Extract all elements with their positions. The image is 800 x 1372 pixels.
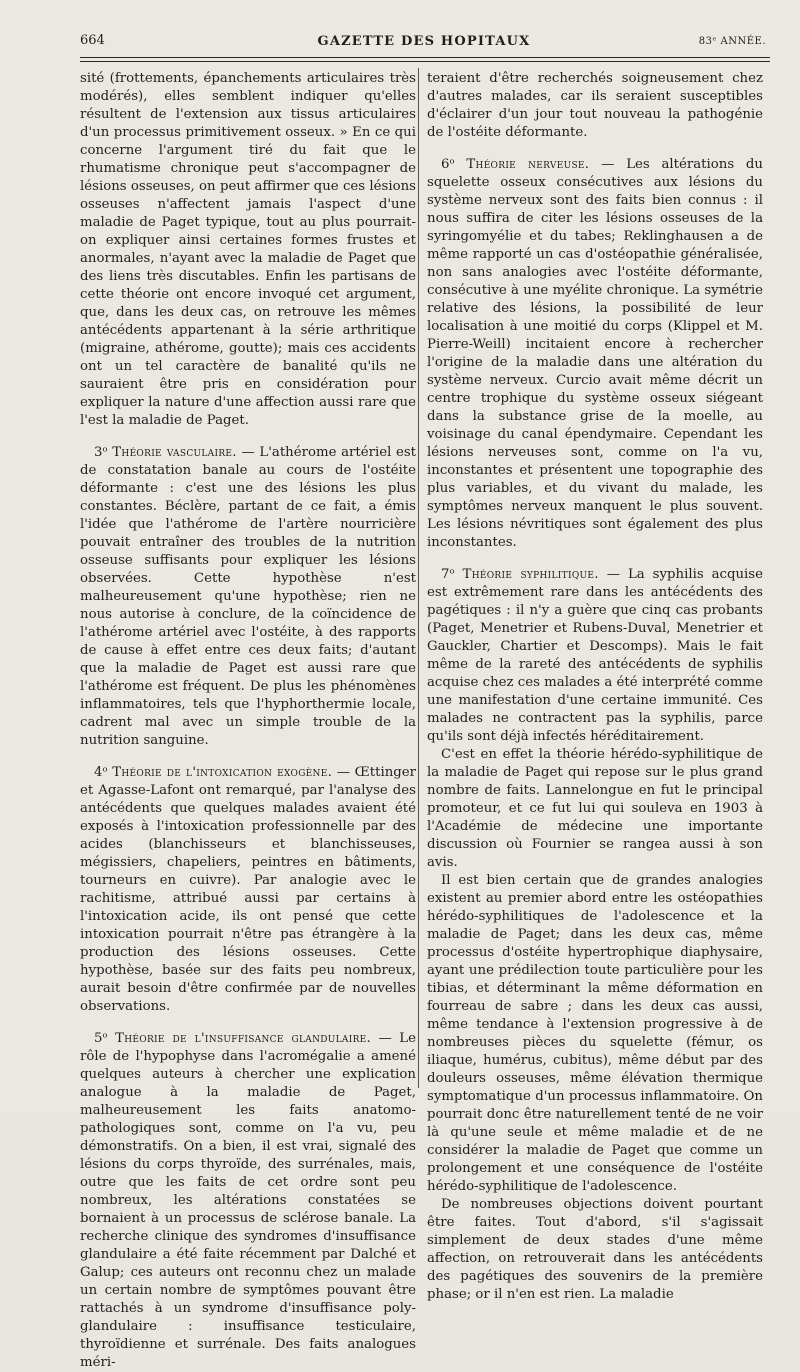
paragraph <box>427 746 763 872</box>
paragraph-text: De nombreuses objections doivent pourtant être faites. Tout d'abord, s'il s'agissait simplement de deux stades d'une même affection, on retrouverait dans les antécédents des pagétiques des souvenirs de la première phase; or il n'en est rien. La maladie <box>427 1197 763 1302</box>
paragraph-text: teraient d'être recherchés soigneusement chez d'autres malades, car ils seraient susceptibles d'éclairer d'un jour tout nouveau la pathogénie de l'ostéite déformante. <box>427 71 763 140</box>
section-number: 6ᵒ <box>441 157 455 172</box>
section-heading: Théorie de l'insuffisance glandulaire. <box>115 1031 372 1046</box>
header-rule-thin <box>80 61 770 62</box>
paragraph <box>80 1030 416 1372</box>
paragraph-text: Il est bien certain que de grandes analogies existent au premier abord entre les ostéopathies hérédo-syphilitiques de l'adolescence et la maladie de Paget; dans les deux cas, même processus d'ostéite hypertrophique diaphysaire, ayant une prédilection toute particulière pour les tibias, et déterminant la même déformation en fourreau de sabre ; dans les deux cas aussi, même tendance à l'extension progressive à de nombreuses pièces du squelette (fémur, os iliaque, humérus, cubitus), même début par des douleurs osseuses, même élévation thermique symptomatique d'un processus inflammatoire. On pourrait donc être naturellement tenté de ne voir là qu'une seule et même maladie et de ne considérer la maladie de Paget que comme un prolongement et une conséquence de l'ostéite hérédo-syphilitique de l'adolescence. <box>427 873 763 1194</box>
paragraph <box>427 566 763 746</box>
paragraph-text: — L'athérome artériel est de constatation banale au cours de l'ostéite déformante : c'est une des lésions les plus constantes. Béclère, partant de ce fait, a émis l'idée que l'athérome de l'artère nourricière pouvait entraîner des troubles de la nutrition osseuse suffisants pour expliquer les lésions observées. Cette hypothèse n'est malheureusement qu'une hypothèse; rien ne nous autorise à conclure, de la coïncidence de l'athérome artériel avec l'ostéite, à des rapports de cause à effet entre ces deux faits; d'autant que la maladie de Paget est aussi rare que l'athérome est fréquent. De plus les phénomènes inflammatoires, tels que l'hyphorthermie locale, cadrent mal avec un simple trouble de la nutrition sanguine. <box>80 445 417 748</box>
section-number: 4ᵒ <box>94 765 108 780</box>
paragraph <box>427 1196 763 1304</box>
paragraph-text: — Le rôle de l'hypophyse dans l'acromégalie a amené quelques auteurs à chercher une explication analogue à la maladie de Paget, malheureusement les faits anatomo-pathologiques sont, comme on l'a vu, peu démonstratifs. On a bien, il est vrai, signalé des lésions du corps thyroïde, des surrénales, mais, outre que les faits de cet ordre sont peu nombreux, les altérations constatées se bornaient à un processus de sclérose banale. La recherche clinique des syndromes d'insuffisance glandulaire a été faite récemment par Dalché et Galup; ces auteurs ont reconnu chez un malade un certain nombre de symptômes pouvant être rattachés à un syndrome d'insuffisance poly-glandulaire : insuffisance testiculaire, thyroïdienne et surrénale. Des faits analogues méri- <box>80 1031 417 1370</box>
running-header <box>78 30 770 50</box>
section-number: 5ᵒ <box>94 1031 108 1046</box>
left-column <box>80 70 417 1370</box>
column-separator <box>418 68 419 1088</box>
right-column <box>427 70 763 1302</box>
paragraph <box>80 70 416 430</box>
section-heading: Théorie syphilitique. <box>462 567 599 582</box>
journal-title: GAZETTE DES HOPITAUX <box>317 34 531 49</box>
year-label: 83ᵉ ANNÉE. <box>698 36 766 47</box>
paragraph <box>427 70 763 142</box>
section-heading: Théorie vasculaire. <box>112 445 237 460</box>
page-number: 664 <box>80 33 105 48</box>
paragraph-text: sité (frottements, épanchements articulaires très modérés), elles semblent indiquer qu'elles résultent de l'extension aux tissus articulaires d'un processus primitivement osseux. » En ce qui concerne l'argument tiré du fait que le rhumatisme chronique peut s'accompagner de lésions osseuses, on peut affirmer que ces lésions osseuses n'affectent jamais l'aspect d'une maladie de Paget typique, tout au plus pourrait-on expliquer ainsi certaines formes frustes et anormales, n'ayant avec la maladie de Paget que des liens très discutables. Enfin les partisans de cette théorie ont encore invoqué cet argument, que, dans les deux cas, on retrouve les mêmes antécédents appartenant à la série arthritique (migraine, athérome, goutte); mais ces accidents ont un tel caractère de banalité qu'ils ne sauraient être pris en considération pour expliquer la nature d'une affection aussi rare que l'est la maladie de Paget. <box>80 71 416 428</box>
paragraph-text: — Œttinger et Agasse-Lafont ont remarqué, par l'analyse des antécédents que quelques malades avaient été exposés à l'intoxication professionnelle par des acides (blanchisseurs et blanchisseuses, mégissiers, chapeliers, peintres en bâtiments, tourneurs en cuivre). Par analogie avec le rachitisme, attribué aussi par certains à l'intoxication acide, ils ont pensé que cette intoxication pourrait n'être pas étrangère à la production des lésions osseuses. Cette hypothèse, basée sur des faits peu nombreux, aurait besoin d'être confirmée par de nouvelles observations. <box>80 765 416 1014</box>
header-rule-thick <box>80 57 770 58</box>
paragraph-text: — Les altérations du squelette osseux consécutives aux lésions du système nerveux sont des faits bien connus : il nous suffira de citer les lésions osseuses de la syringomyélie et du tabes; Reklinghausen a de même rapporté un cas d'ostéopathie généralisée, non sans analogies avec l'ostéite déformante, consécutive à une myélite chronique. La symétrie relative des lésions, la possibilité de leur localisation à une moitié du corps (Klippel et M. Pierre-Weill) incitaient encore à rechercher l'origine de la maladie dans une altération du système nerveux. Curcio avait même décrit un centre trophique du système osseux siégeant dans la substance grise de la moelle, au voisinage du canal épendymaire. Cependant les lésions nerveuses sont, comme on l'a vu, inconstantes et présentent une topographie des plus variables, et du vivant du malade, les symptômes nerveux manquent le plus souvent. Les lésions névritiques sont également des plus inconstantes. <box>427 157 763 550</box>
section-number: 3ᵒ <box>94 445 108 460</box>
paragraph-text: — La syphilis acquise est extrêmement rare dans les antécédents des pagétiques : il n'y a guère que cinq cas probants (Paget, Menetrier et Rubens-Duval, Menetrier et Gauckler, Chartier et Descomps). Mais le fait même de la rareté des antécédents de syphilis acquise chez ces malades a été interprété comme une manifestation d'une certaine immunité. Ces malades ne contractent pas la syphilis, parce qu'ils sont déjà infectés héréditairement. <box>427 567 763 744</box>
paragraph <box>427 156 763 552</box>
section-heading: Théorie de l'intoxication exogène. <box>112 765 333 780</box>
paragraph <box>80 444 416 750</box>
section-number: 7ᵒ <box>441 567 455 582</box>
paragraph <box>427 872 763 1196</box>
paragraph <box>80 764 416 1016</box>
paragraph-text: C'est en effet la théorie hérédo-syphilitique de la maladie de Paget qui repose sur le plus grand nombre de faits. Lannelongue en fut le principal promoteur, et ce fut lui qui souleva en 1903 à l'Académie de médecine une importante discussion où Fournier se rangea aussi à son avis. <box>427 747 763 870</box>
section-heading: Théorie nerveuse. <box>466 157 590 172</box>
